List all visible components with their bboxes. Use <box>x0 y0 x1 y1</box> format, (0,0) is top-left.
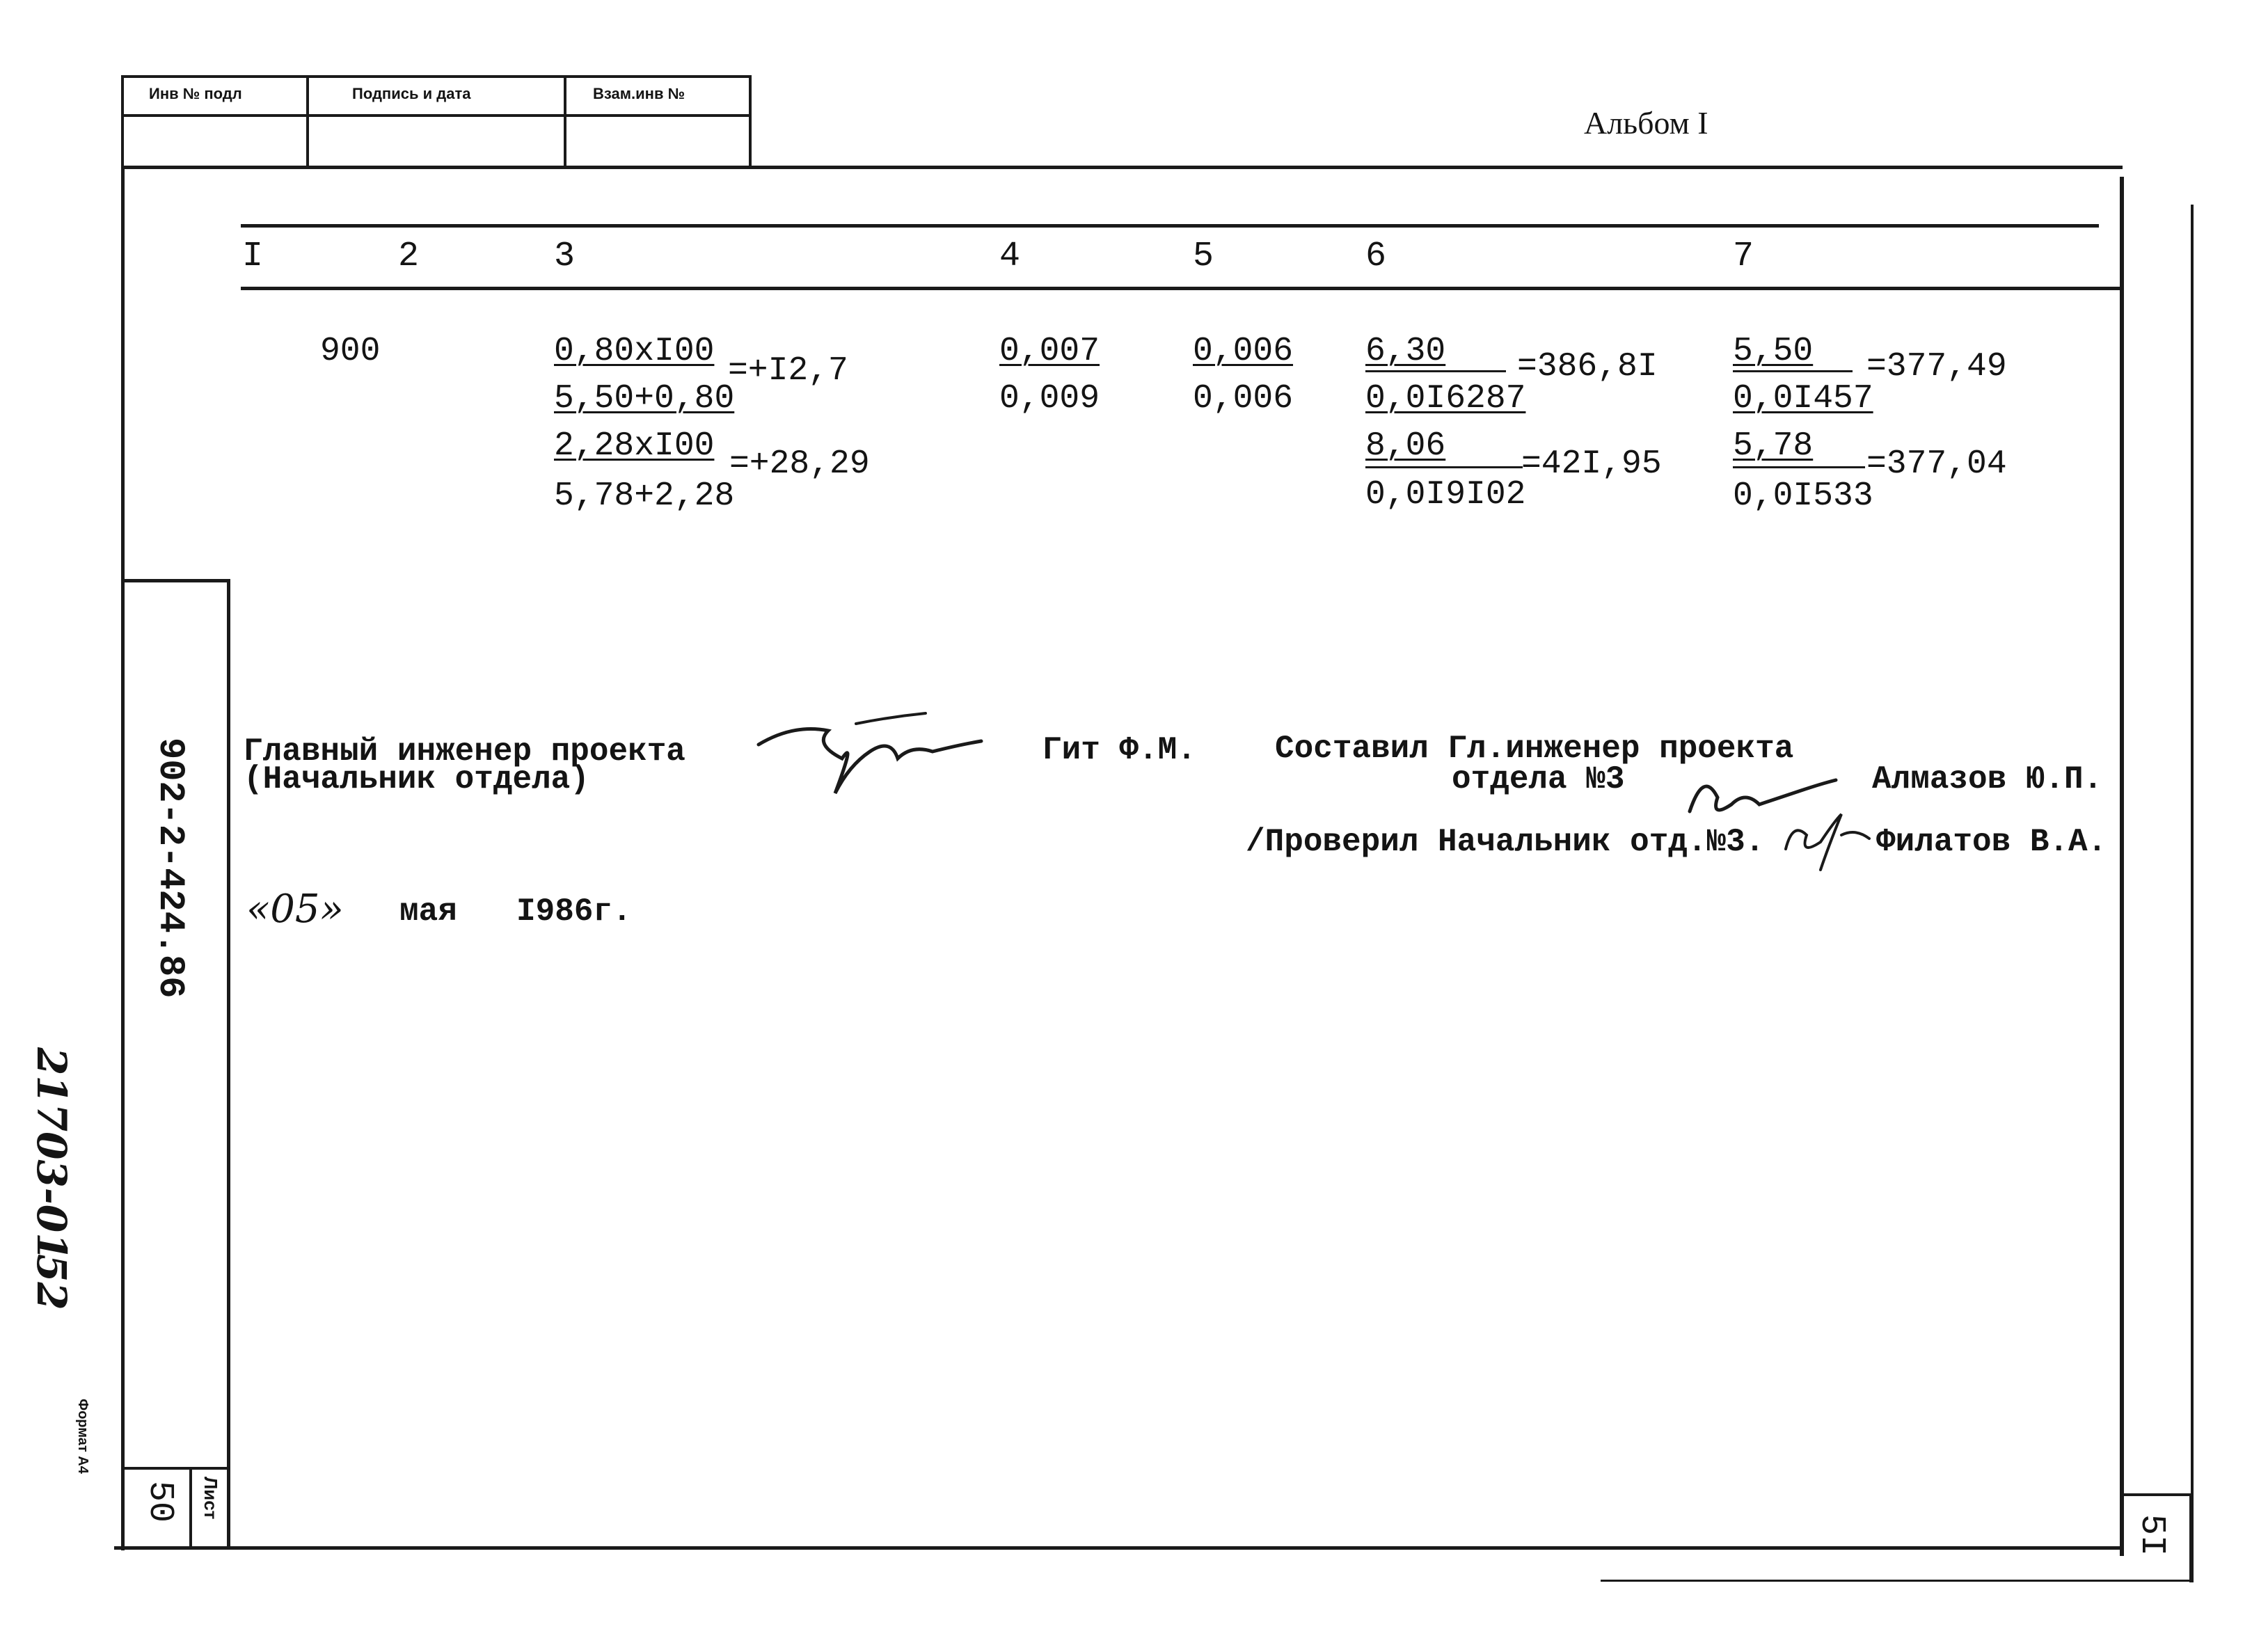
col7-f2-denominator: 0,0I533 <box>1733 477 1873 515</box>
chief-signature <box>752 703 988 814</box>
album-label: Альбом I <box>1584 105 1708 141</box>
checked-label: /Проверил Начальник отд.№3. <box>1246 824 1765 860</box>
right-box-top <box>2120 1493 2192 1496</box>
col-header-2: 2 <box>398 237 420 276</box>
col-header-7: 7 <box>1733 237 1754 276</box>
col4-value-1: 0,007 <box>999 333 1100 370</box>
col7-f2-rule <box>1733 466 1865 468</box>
col3-f2-numerator: 2,28xI00 <box>554 427 715 465</box>
col3-f1-result: =+I2,7 <box>728 352 848 390</box>
col3-f1-numerator: 0,80xI00 <box>554 333 715 370</box>
compiled-department: отдела №3 <box>1452 761 1625 797</box>
col-header-1: I <box>242 237 264 276</box>
cell-col2: 900 <box>320 333 381 370</box>
col6-f2-rule <box>1365 466 1523 468</box>
checked-name: Филатов В.А. <box>1876 824 2107 860</box>
frame-bottom-shadow <box>1601 1580 2192 1582</box>
col3-f2-denominator: 5,78+2,28 <box>554 477 735 515</box>
frame-right <box>2120 177 2124 1556</box>
col-header-6: 6 <box>1365 237 1387 276</box>
stamp-cell-sign-value <box>306 114 566 168</box>
stamp-label-replace: Взам.инв № <box>593 85 685 102</box>
col6-f1-numerator: 6,30 <box>1365 333 1446 370</box>
col7-f1-denominator: 0,0I457 <box>1733 380 1873 418</box>
stamp-label-inv: Инв № подл <box>149 85 242 102</box>
col7-f1-numerator: 5,50 <box>1733 333 1814 370</box>
col6-f1-result: =386,8I <box>1517 348 1658 386</box>
col7-f2-numerator: 5,78 <box>1733 427 1814 465</box>
frame-bottom <box>114 1546 2123 1550</box>
col4-value-2: 0,009 <box>999 380 1100 418</box>
stamp-cell-replace-value <box>564 114 752 168</box>
col7-f1-result: =377,49 <box>1866 348 2007 386</box>
col7-f2-result: =377,04 <box>1866 445 2007 483</box>
frame-top <box>121 166 2123 169</box>
chief-engineer-line1: Главный инженер проекта <box>244 733 685 770</box>
checked-signature <box>1779 800 1883 877</box>
chief-engineer-line2: (Начальник отдела) <box>244 761 589 797</box>
compiled-name: Алмазов Ю.П. <box>1872 761 2103 797</box>
sheet-label: Лист <box>200 1477 221 1520</box>
chief-engineer-name: Гит Ф.М. <box>1042 732 1196 768</box>
right-page-number: 5I <box>2132 1514 2171 1557</box>
sheet-number: 50 <box>140 1481 180 1523</box>
archive-page: 52 <box>28 1254 75 1310</box>
compiled-label: Составил Гл.инженер проекта <box>1275 731 1794 767</box>
table-top-rule <box>241 224 2099 228</box>
col6-f2-result: =42I,95 <box>1521 445 1662 483</box>
col3-f2-result: =+28,29 <box>729 445 870 483</box>
right-box-right <box>2189 1493 2192 1582</box>
stamp-label-sign: Подпись и дата <box>352 85 471 102</box>
col-header-3: 3 <box>554 237 576 276</box>
stamp-cell-inv-value <box>121 114 309 168</box>
frame-right-shadow <box>2191 205 2194 1582</box>
col-header-5: 5 <box>1193 237 1214 276</box>
col-header-4: 4 <box>999 237 1021 276</box>
col5-value-2: 0,006 <box>1193 380 1294 418</box>
date-day: «05» <box>246 887 344 932</box>
col6-f1-denominator: 0,0I6287 <box>1365 380 1526 418</box>
strip-sheet-top <box>121 1467 230 1470</box>
table-header-rule <box>241 287 2120 290</box>
archive-number: 21703-01 <box>28 1047 75 1261</box>
doc-code: 902-2-424.86 <box>150 738 191 999</box>
date-year: I986г. <box>516 893 632 930</box>
strip-top <box>121 579 230 582</box>
col6-f2-denominator: 0,0I9I02 <box>1365 476 1526 514</box>
frame-left <box>121 166 125 1550</box>
col5-value-1: 0,006 <box>1193 333 1294 370</box>
strip-sheet-divider <box>189 1467 192 1549</box>
col7-f1-rule <box>1733 370 1853 372</box>
strip-right <box>227 579 230 1549</box>
col6-f2-numerator: 8,06 <box>1365 427 1446 465</box>
format-label: Формат А4 <box>75 1399 90 1474</box>
col6-f1-rule <box>1365 370 1506 372</box>
date-month: мая <box>399 893 457 930</box>
col3-f1-denominator: 5,50+0,80 <box>554 380 735 418</box>
